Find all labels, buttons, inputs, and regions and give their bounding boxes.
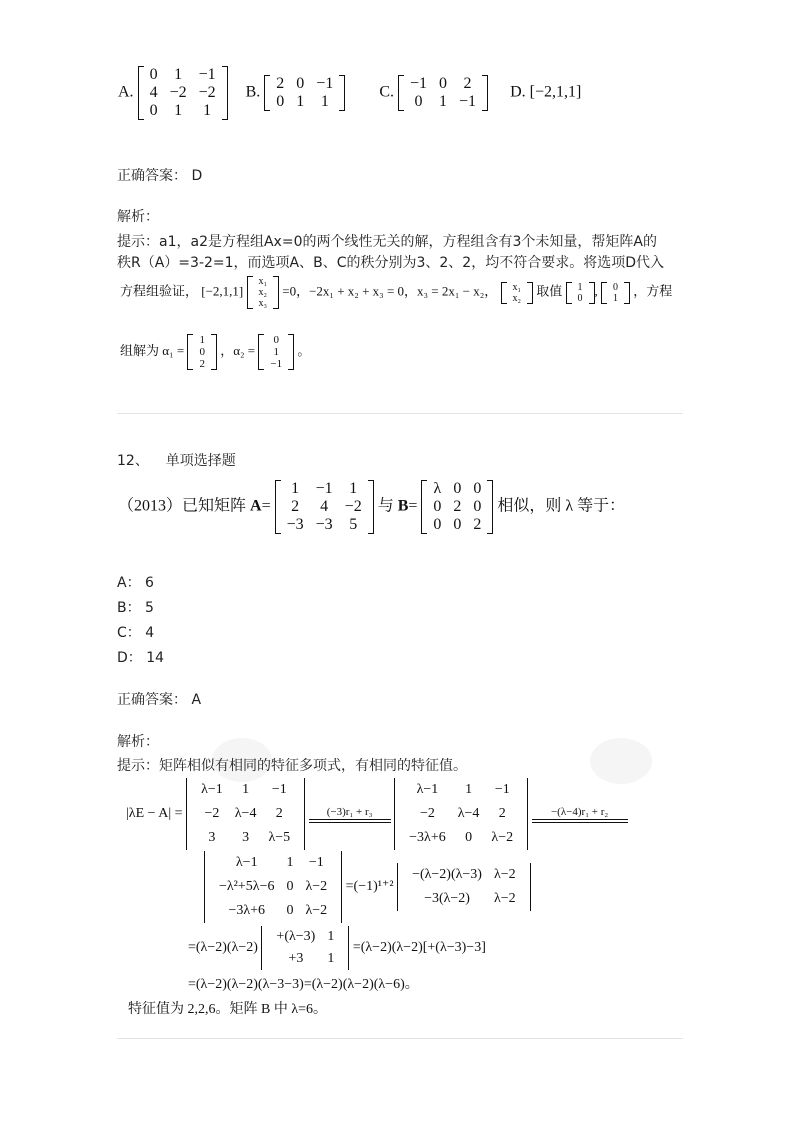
q11-solution-line <box>120 334 310 370</box>
matrix-cell: +(λ−3) <box>276 929 316 944</box>
derivation-line-4: =(λ−2)(λ−2)(λ−3−3)=(λ−2)(λ−2)(λ−6)。 <box>188 977 419 992</box>
q12-analysis-label: 解析： <box>117 734 159 750</box>
det-4 <box>397 863 531 911</box>
x12-vector: x₁ x₂ <box>501 282 534 304</box>
matrix-cell: 0 <box>414 93 423 110</box>
matrix-cell: λ <box>433 480 442 497</box>
option-d-value: [−2,1,1] <box>529 83 582 101</box>
q12-header <box>117 451 236 471</box>
row-op-2-label: −(λ−4)r₁ + r₂ <box>550 805 609 818</box>
matrix-cell: 0 <box>453 480 462 497</box>
matrix-cell: λ−2 <box>305 903 328 918</box>
q11-verify-line: 方程组验证， [−2,1,1] x₁ x₂ x₃ =0，−2x₁ + x₂ + x₃ = 0，x₃ = 2x₁ − x₂， x₁ x₂ 取值 1 0 , 0 1 ，方程 <box>120 276 673 309</box>
q12-stem: （2013）已知矩阵 A= 1 −1 1 2 4 −2 −3 −3 5 与 B= λ 0 0 0 2 0 0 0 2 相似，则 λ 等于： <box>118 480 626 533</box>
q12-hint: 提示：矩阵相似有相同的特征多项式，有相同的特征值。 <box>117 758 467 774</box>
matrix-cell: 1 <box>439 93 448 110</box>
det-1 <box>186 778 305 850</box>
matrix-cell: 1 <box>203 102 212 119</box>
verify-take: 取值 <box>536 283 563 299</box>
step3-prefix: =(λ−2)(λ−2) <box>188 940 258 956</box>
matrix-cell: −1 <box>494 782 510 797</box>
matrix-cell: 1 <box>242 782 250 797</box>
matrix-cell: 4 <box>320 498 329 515</box>
det-5 <box>261 926 349 970</box>
matrix-cell: 0 <box>439 75 448 92</box>
x-vector: x₁ x₂ x₃ <box>247 276 280 309</box>
option-d[interactable]: D： 14 <box>117 650 165 666</box>
det-lhs: |λE − A| = <box>126 806 183 822</box>
matrix-cell: 4 <box>149 84 158 101</box>
row-op-1-label: (−3)r₁ + r₃ <box>326 805 373 818</box>
derivation-line-2 <box>204 851 531 923</box>
matrix-cell: −1 <box>271 782 287 797</box>
q11-options-row <box>118 66 581 120</box>
det-2 <box>394 778 528 850</box>
verify-prefix: 方程组验证， <box>120 283 199 299</box>
step3-suffix: =(λ−2)(λ−2)[+(λ−3)−3] <box>352 940 486 956</box>
matrix-cell: 1 <box>174 66 183 83</box>
matrix-cell: −3(λ−2) <box>424 891 470 906</box>
option-c-label: C. <box>379 83 394 101</box>
matrix-cell: −2 <box>344 498 362 515</box>
verify-suffix: ，方程 <box>633 283 673 299</box>
matrix-cell: −2 <box>419 806 435 821</box>
matrix-cell: −λ²+5λ−6 <box>219 879 275 894</box>
solution-end: 。 <box>297 342 311 358</box>
answer-value: D <box>191 168 203 184</box>
derivation-line-1 <box>126 778 628 850</box>
matrix-cell: λ−1 <box>235 855 258 870</box>
matrix-cell: λ−5 <box>268 830 291 845</box>
matrix-cell: 1 <box>174 102 183 119</box>
matrix-cell: 0 <box>453 516 462 533</box>
matrix-cell: −3 <box>286 516 304 533</box>
option-c-matrix <box>398 75 488 111</box>
matrix-a <box>275 480 374 534</box>
option-c[interactable]: C： 4 <box>117 625 155 641</box>
matrix-cell: 0 <box>433 516 442 533</box>
matrix-cell: 2 <box>498 806 506 821</box>
alpha2-vector <box>258 334 294 370</box>
matrix-b <box>421 480 493 534</box>
matrix-cell: 0 <box>473 498 482 515</box>
solution-mid: ，α₂ = <box>220 342 256 358</box>
matrix-a-symbol: A <box>250 497 262 515</box>
matrix-cell: 0 <box>433 498 442 515</box>
vector-cell: −1 <box>270 358 283 370</box>
matrix-cell: −2 <box>204 806 220 821</box>
vector-cell: 1 <box>273 346 279 358</box>
matrix-cell: λ−1 <box>201 782 223 797</box>
conclusion: 特征值为 2,2,6。矩阵 B 中 λ=6。 <box>128 1002 328 1017</box>
matrix-cell: −1 <box>198 66 216 83</box>
vector-cell: 0 <box>273 334 279 346</box>
divider-1 <box>117 413 683 414</box>
matrix-cell: 2 <box>291 498 300 515</box>
matrix-cell: 1 <box>291 480 300 497</box>
matrix-cell: −3 <box>315 516 333 533</box>
matrix-cell: 2 <box>453 498 462 515</box>
matrix-cell: λ−2 <box>493 867 516 882</box>
derivation-line-3 <box>188 926 486 970</box>
matrix-cell: 5 <box>349 516 358 533</box>
row-op-2 <box>532 806 628 823</box>
matrix-cell: −3λ+6 <box>409 830 446 845</box>
solution-prefix: 组解为 α₁ = <box>120 342 185 358</box>
matrix-cell: 2 <box>275 806 283 821</box>
alpha1-vector <box>187 334 217 370</box>
matrix-cell: −(λ−2)(λ−3) <box>412 867 482 882</box>
matrix-cell: −1 <box>316 75 334 92</box>
matrix-cell: λ−4 <box>457 806 480 821</box>
matrix-cell: λ−2 <box>491 830 514 845</box>
matrix-cell: 0 <box>149 102 158 119</box>
matrix-cell: 3 <box>208 830 216 845</box>
matrix-cell: −2 <box>198 84 216 101</box>
option-d-label: D. <box>510 83 526 101</box>
question-number: 12、 <box>117 453 149 469</box>
matrix-cell: 0 <box>296 75 305 92</box>
stem-suffix: 相似，则 λ 等于： <box>497 497 626 515</box>
row-op-1 <box>309 806 391 823</box>
matrix-cell: 0 <box>286 879 294 894</box>
answer-label: 正确答案： <box>117 692 187 708</box>
q11-analysis-label: 解析： <box>117 209 159 225</box>
value-vector-2: 0 1 <box>601 282 630 304</box>
answer-label: 正确答案： <box>117 168 187 184</box>
matrix-cell: 2 <box>473 516 482 533</box>
question-type: 单项选择题 <box>165 453 236 469</box>
matrix-cell: λ−2 <box>305 879 328 894</box>
option-b[interactable]: B： 5 <box>117 600 154 616</box>
matrix-cell: +3 <box>288 951 304 966</box>
value-vector-1: 1 0 <box>566 282 595 304</box>
matrix-cell: 3 <box>242 830 250 845</box>
matrix-cell: −3λ+6 <box>228 903 266 918</box>
option-b-matrix <box>264 75 345 111</box>
matrix-cell: 1 <box>286 855 294 870</box>
matrix-cell: 0 <box>276 93 285 110</box>
verify-equation: =0，−2x₁ + x₂ + x₃ = 0，x₃ = 2x₁ − x₂， <box>282 283 498 299</box>
matrix-cell: 1 <box>465 782 473 797</box>
matrix-cell: 0 <box>149 66 158 83</box>
matrix-cell: 1 <box>349 480 358 497</box>
verify-vector: [−2,1,1] <box>201 283 244 299</box>
option-b-label: B. <box>245 83 261 101</box>
vector-cell: 1 <box>199 334 205 346</box>
matrix-cell: −1 <box>308 855 324 870</box>
matrix-b-symbol: B <box>397 497 409 515</box>
matrix-cell: −1 <box>315 480 333 497</box>
vector-cell: 0 <box>199 346 205 358</box>
matrix-cell: −1 <box>459 93 477 110</box>
vector-cell: 2 <box>199 358 205 370</box>
matrix-cell: 1 <box>320 93 329 110</box>
matrix-cell: −1 <box>410 75 428 92</box>
matrix-cell: 0 <box>465 830 473 845</box>
option-a[interactable]: A： 6 <box>117 575 154 591</box>
q11-answer <box>117 166 202 186</box>
expand-factor: =(−1)¹⁺² <box>345 879 394 895</box>
option-a-matrix <box>138 66 228 120</box>
stem-mid: 与 <box>377 497 394 515</box>
matrix-cell: λ−1 <box>416 782 439 797</box>
q11-hint-line2: 秩R（A）=3-2=1，而选项A、B、C的秩分别为3、2、2，均不符合要求。将选项D代入 <box>117 255 664 271</box>
q11-hint-line1: 提示：a1，a2是方程组Ax=0的两个线性无关的解，方程组含有3个未知量，帮矩阵A的 <box>117 234 657 250</box>
matrix-cell: 1 <box>327 929 335 944</box>
option-list <box>117 573 164 673</box>
matrix-cell: λ−4 <box>234 806 257 821</box>
q12-answer <box>117 690 201 710</box>
matrix-cell: λ−2 <box>493 891 516 906</box>
det-3 <box>204 851 342 923</box>
matrix-cell: −2 <box>169 84 187 101</box>
divider-2 <box>117 1038 683 1039</box>
matrix-cell: 1 <box>327 951 335 966</box>
matrix-cell: 2 <box>276 75 285 92</box>
stem-prefix: （2013）已知矩阵 <box>118 497 247 515</box>
matrix-cell: 0 <box>473 480 482 497</box>
matrix-cell: 0 <box>286 903 294 918</box>
answer-value: A <box>191 692 202 708</box>
option-a-label: A. <box>118 83 134 101</box>
matrix-cell: 2 <box>463 75 472 92</box>
matrix-cell: 1 <box>296 93 305 110</box>
